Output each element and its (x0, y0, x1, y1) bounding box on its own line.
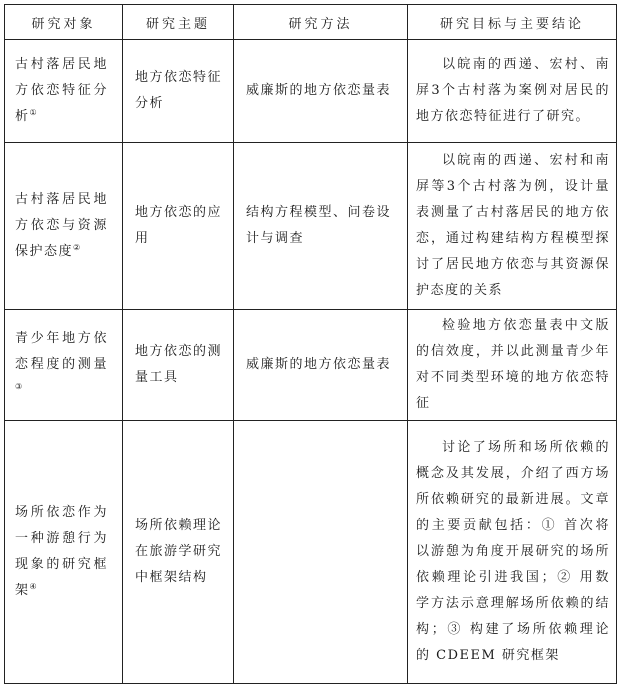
object-text: 古村落居民地方依恋特征分析 (15, 57, 108, 124)
cell-method: 威廉斯的地方依恋量表 (234, 40, 408, 143)
cell-topic: 场所依赖理论在旅游学研究中框架结构 (123, 421, 234, 684)
table-row (5, 421, 617, 684)
header-research-object: 研究对象 (5, 5, 123, 40)
footnote-marker: ② (73, 243, 81, 252)
cell-object (5, 310, 123, 421)
footnote-marker: ① (29, 108, 37, 117)
cell-goal: 以皖南的西递、宏村和南屏等3个古村落为例，设计量表测量了古村落居民的地方依恋，通过构建结构方程模型探讨了居民地方依恋与其资源保护态度的关系 (408, 143, 617, 310)
table-row (5, 310, 617, 421)
cell-method (234, 421, 408, 684)
research-summary-table (4, 4, 617, 684)
footnote-marker: ③ (15, 382, 23, 391)
cell-object (5, 421, 123, 684)
cell-method: 结构方程模型、问卷设计与调查 (234, 143, 408, 310)
table-row (5, 40, 617, 143)
header-research-topic: 研究主题 (123, 5, 234, 40)
cell-method: 威廉斯的地方依恋量表 (234, 310, 408, 421)
cell-goal: 讨论了场所和场所依赖的概念及其发展，介绍了西方场所依赖研究的最新进展。文章的主要贡献包括：① 首次将以游憩为角度开展研究的场所依赖理论引进我国；② 用数学方法示意理解场所依赖的结构；③ 构建了场所依赖理论的 CDEEM 研究框架 (408, 421, 617, 684)
cell-topic: 地方依恋的应用 (123, 143, 234, 310)
table-row (5, 143, 617, 310)
object-text: 青少年地方依恋程度的测量 (15, 331, 108, 372)
table-header-row (5, 5, 617, 40)
header-research-goal: 研究目标与主要结论 (408, 5, 617, 40)
object-text: 场所依恋作为一种游憩行为现象的研究框架 (15, 505, 108, 598)
cell-goal: 以皖南的西递、宏村、南屏3个古村落为案例对居民的地方依恋特征进行了研究。 (408, 40, 617, 143)
cell-topic: 地方依恋的测量工具 (123, 310, 234, 421)
footnote-marker: ④ (29, 582, 37, 591)
header-research-method: 研究方法 (234, 5, 408, 40)
cell-topic: 地方依恋特征分析 (123, 40, 234, 143)
cell-object (5, 143, 123, 310)
object-text: 古村落居民地方依恋与资源保护态度 (15, 192, 108, 259)
cell-goal: 检验地方依恋量表中文版的信效度，并以此测量青少年对不同类型环境的地方依恋特征 (408, 310, 617, 421)
cell-object (5, 40, 123, 143)
